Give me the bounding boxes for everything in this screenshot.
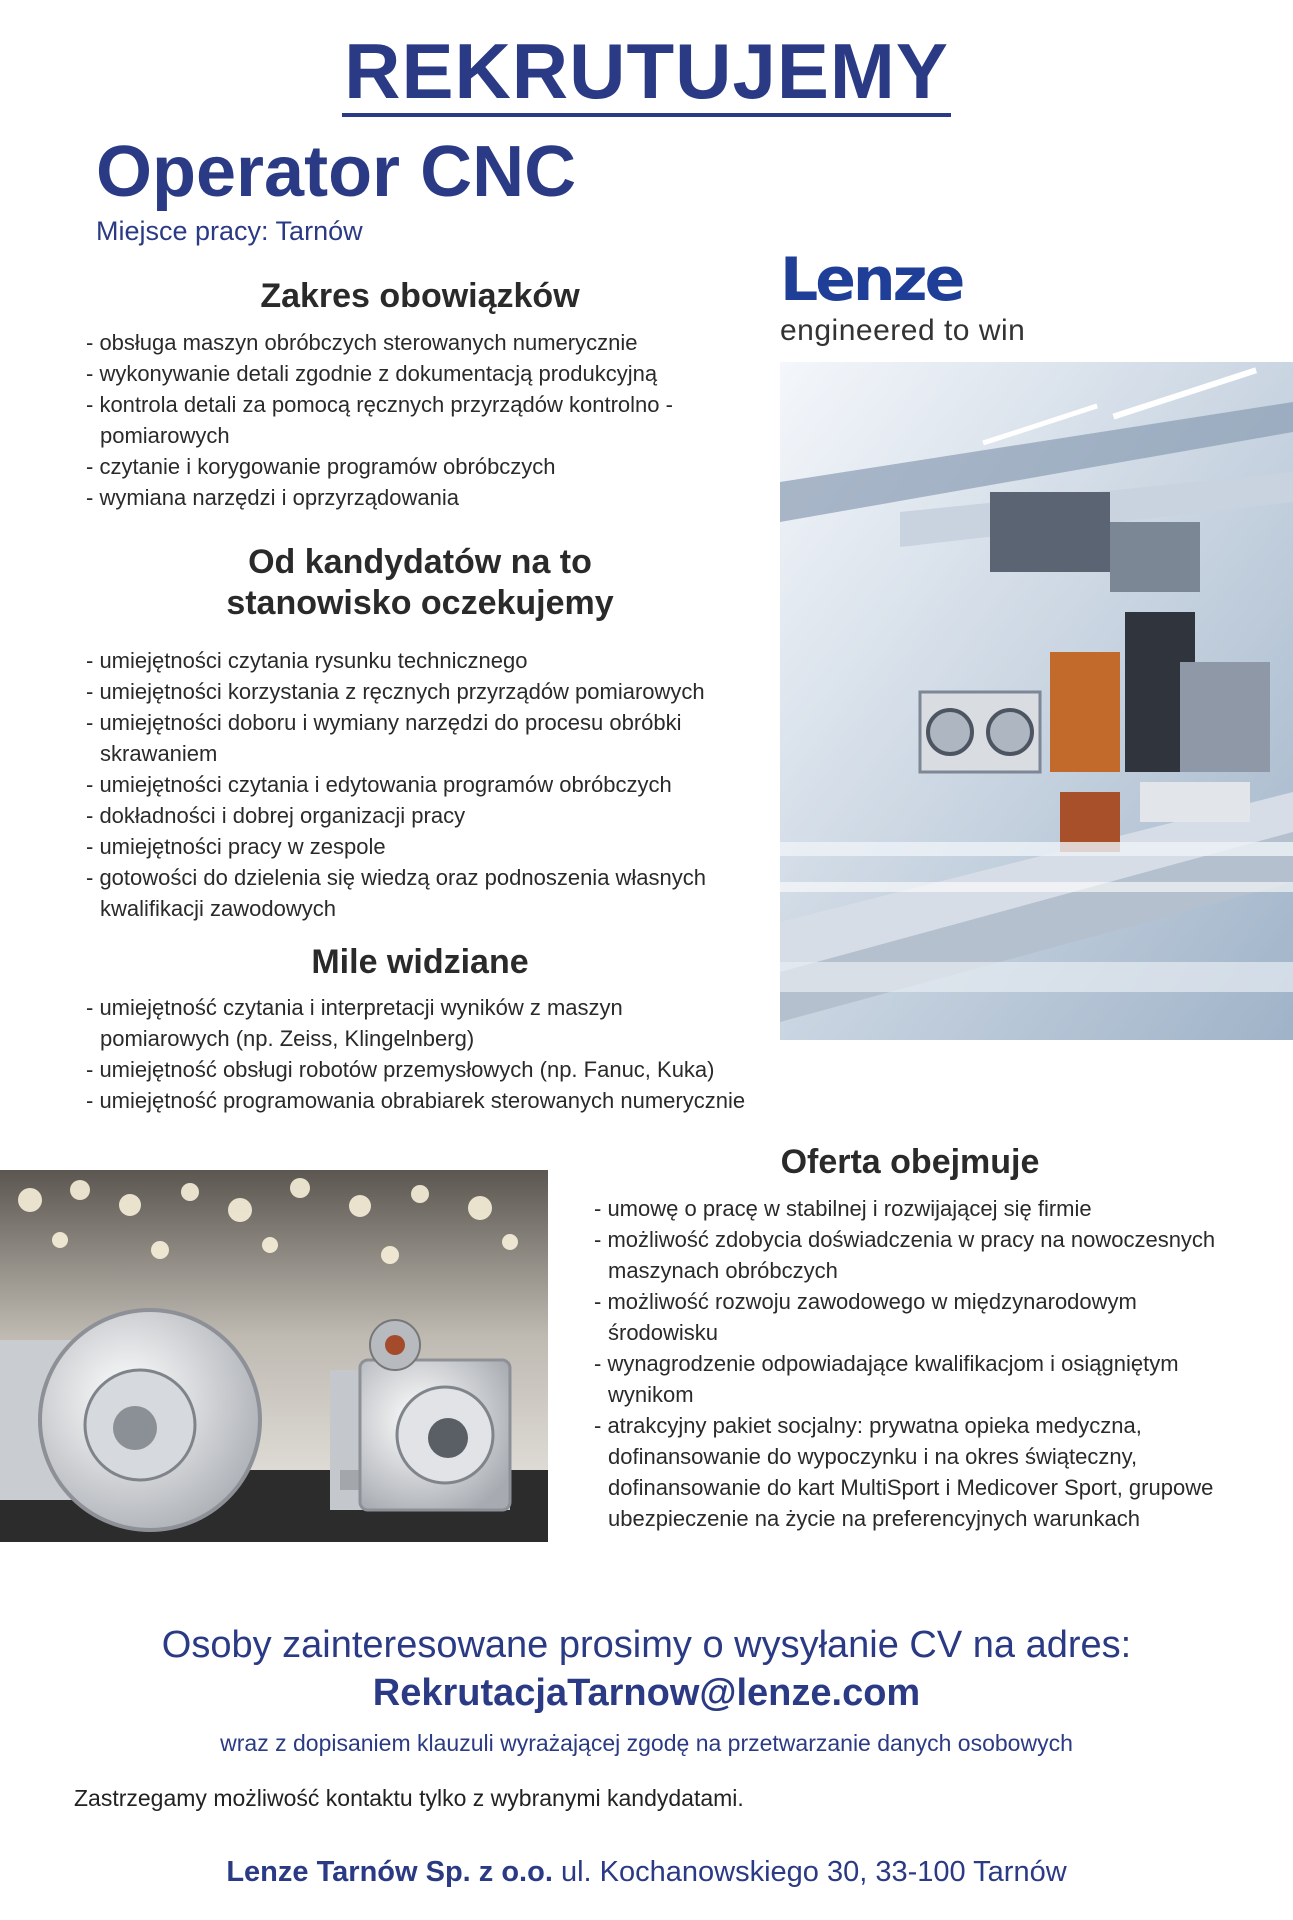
list-item: - dokładności i dobrej organizacji pracy	[86, 803, 466, 828]
list-item: - umiejętność obsługi robotów przemysłowych (np. Fanuc, Kuka)	[86, 1057, 715, 1082]
list-item: - umiejętność czytania i interpretacji wyników z maszyn pomiarowych (np. Zeiss, Klingelnberg)	[86, 995, 623, 1051]
list-item: - możliwość zdobycia doświadczenia w pracy na nowoczesnych maszynach obróbczych	[594, 1227, 1216, 1283]
servo-motors-photo	[0, 1170, 548, 1542]
logo-wordmark: Lenze	[780, 245, 963, 315]
requirements-list	[86, 645, 766, 924]
offer-list	[594, 1193, 1254, 1534]
requirements-heading: Od kandydatów na to stanowisko oczekujemy	[226, 543, 614, 622]
headline: REKRUTUJEMY	[0, 26, 1293, 117]
list-item: - umiejętność programowania obrabiarek sterowanych numerycznie	[86, 1088, 746, 1113]
list-item: - umiejętności korzystania z ręcznych przyrządów pomiarowych	[86, 679, 705, 704]
recruitment-email[interactable]: RekrutacjaTarnow@lenze.com	[372, 1672, 921, 1714]
list-item: - atrakcyjny pakiet socjalny: prywatna opieka medyczna, dofinansowanie do wypoczynku i na okres świąteczny, dofinansowanie do kart MultiSport i Medicover Sport, grupowe ubezpieczenie na życie na preferencyjnych warunkach	[594, 1413, 1214, 1531]
lenze-logo	[780, 245, 1110, 348]
list-item: - umiejętności pracy w zespole	[86, 834, 386, 859]
nice-to-have-list	[86, 992, 826, 1116]
duties-heading: Zakres obowiązków	[260, 277, 580, 315]
list-item: - wynagrodzenie odpowiadające kwalifikacjom i osiągniętym wynikom	[594, 1351, 1179, 1407]
job-title: Operator CNC	[96, 132, 577, 212]
list-item: - gotowości do dzielenia się wiedzą oraz podnoszenia własnych kwalifikacji zawodowych	[86, 865, 707, 921]
list-item: - wymiana narzędzi i oprzyrządowania	[86, 485, 459, 510]
automation-line-photo	[780, 362, 1293, 1040]
address: ul. Kochanowskiego 30, 33-100 Tarnów	[560, 1856, 1067, 1888]
duties-list	[86, 327, 766, 513]
list-item: - umowę o pracę w stabilnej i rozwijającej się firmie	[594, 1196, 1092, 1221]
list-item: - umiejętności czytania i edytowania programów obróbczych	[86, 772, 672, 797]
nice-to-have-heading: Mile widziane	[311, 943, 529, 981]
cv-instruction: Osoby zainteresowane prosimy o wysyłanie CV na adres:	[161, 1624, 1132, 1666]
consent-note: wraz z dopisaniem klauzuli wyrażającej zgodę na przetwarzanie danych osobowych	[220, 1730, 1073, 1756]
list-item: - wykonywanie detali zgodnie z dokumentacją produkcyjną	[86, 361, 658, 386]
list-item: - obsługa maszyn obróbczych sterowanych numerycznie	[86, 330, 638, 355]
list-item: - czytanie i korygowanie programów obróbczych	[86, 454, 556, 479]
list-item: - kontrola detali za pomocą ręcznych przyrządów kontrolno - pomiarowych	[86, 392, 673, 448]
offer-heading: Oferta obejmuje	[780, 1143, 1040, 1181]
list-item: - możliwość rozwoju zawodowego w międzynarodowym środowisku	[594, 1289, 1137, 1345]
logo-tagline: engineered to win	[780, 314, 1026, 347]
contact-disclaimer: Zastrzegamy możliwość kontaktu tylko z wybranymi kandydatami.	[74, 1785, 744, 1811]
company-address	[0, 1856, 1293, 1889]
job-location: Miejsce pracy: Tarnów	[96, 216, 363, 246]
list-item: - umiejętności doboru i wymiany narzędzi do procesu obróbki skrawaniem	[86, 710, 682, 766]
list-item: - umiejętności czytania rysunku technicznego	[86, 648, 528, 673]
company-name: Lenze Tarnów Sp. z o.o.	[226, 1856, 553, 1888]
